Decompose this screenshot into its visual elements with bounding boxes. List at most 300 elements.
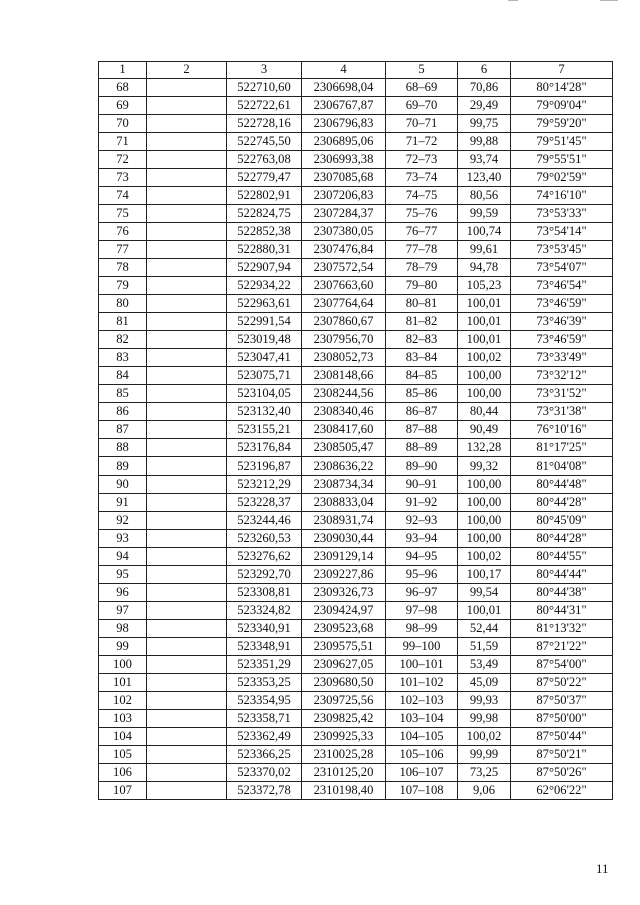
point-number-cell: 87 [99,421,147,439]
point-number-cell: 76 [99,222,147,240]
segment-cell: 83–84 [386,349,458,367]
point-number-cell: 92 [99,511,147,529]
x-coordinate-cell: 523358,71 [227,710,302,728]
table-row [99,114,613,132]
angle-cell: 81°13'32" [511,619,613,637]
segment-cell: 104–105 [386,728,458,746]
angle-cell: 80°44'28" [511,529,613,547]
note-cell [147,258,227,276]
point-number-cell: 98 [99,619,147,637]
angle-cell: 80°44'31" [511,601,613,619]
segment-cell: 105–106 [386,746,458,764]
segment-cell: 87–88 [386,421,458,439]
point-number-cell: 72 [99,150,147,168]
segment-cell: 107–108 [386,782,458,800]
x-coordinate-cell: 523155,21 [227,421,302,439]
point-number-cell: 79 [99,277,147,295]
x-coordinate-cell: 522991,54 [227,313,302,331]
y-coordinate-cell: 2307572,54 [302,258,386,276]
x-coordinate-cell: 523362,49 [227,728,302,746]
point-number-cell: 100 [99,656,147,674]
y-coordinate-cell: 2306698,04 [302,78,386,96]
x-coordinate-cell: 522763,08 [227,150,302,168]
x-coordinate-cell: 523372,78 [227,782,302,800]
segment-cell: 76–77 [386,222,458,240]
point-number-cell: 80 [99,295,147,313]
length-cell: 9,06 [458,782,511,800]
segment-cell: 69–70 [386,96,458,114]
table-row [99,96,613,114]
note-cell [147,204,227,222]
y-coordinate-cell: 2309326,73 [302,583,386,601]
point-number-cell: 69 [99,96,147,114]
y-coordinate-cell: 2308340,46 [302,403,386,421]
angle-cell: 87°50'21" [511,746,613,764]
note-cell [147,439,227,457]
angle-cell: 81°17'25" [511,439,613,457]
point-number-cell: 97 [99,601,147,619]
point-number-cell: 75 [99,204,147,222]
x-coordinate-cell: 523047,41 [227,349,302,367]
note-cell [147,601,227,619]
table-row [99,493,613,511]
length-cell: 99,59 [458,204,511,222]
x-coordinate-cell: 522963,61 [227,295,302,313]
segment-cell: 88–89 [386,439,458,457]
y-coordinate-cell: 2310025,28 [302,746,386,764]
length-cell: 100,00 [458,529,511,547]
table-row [99,421,613,439]
note-cell [147,782,227,800]
segment-cell: 79–80 [386,277,458,295]
x-coordinate-cell: 522745,50 [227,132,302,150]
segment-cell: 78–79 [386,258,458,276]
x-coordinate-cell: 522934,22 [227,277,302,295]
note-cell [147,150,227,168]
y-coordinate-cell: 2307956,70 [302,331,386,349]
angle-cell: 76°10'16" [511,421,613,439]
point-number-cell: 84 [99,367,147,385]
x-coordinate-cell: 522907,94 [227,258,302,276]
angle-cell: 87°21'22" [511,637,613,655]
y-coordinate-cell: 2307764,64 [302,295,386,313]
y-coordinate-cell: 2307206,83 [302,186,386,204]
table-row [99,674,613,692]
segment-cell: 80–81 [386,295,458,313]
length-cell: 100,01 [458,601,511,619]
note-cell [147,583,227,601]
length-cell: 100,01 [458,295,511,313]
segment-cell: 84–85 [386,367,458,385]
y-coordinate-cell: 2308833,04 [302,493,386,511]
point-number-cell: 95 [99,565,147,583]
length-cell: 51,59 [458,637,511,655]
angle-cell: 73°54'07" [511,258,613,276]
y-coordinate-cell: 2309627,05 [302,656,386,674]
table-row [99,583,613,601]
length-cell: 99,54 [458,583,511,601]
column-header: 4 [302,62,386,79]
length-cell: 100,02 [458,349,511,367]
segment-cell: 68–69 [386,78,458,96]
note-cell [147,475,227,493]
length-cell: 100,01 [458,313,511,331]
y-coordinate-cell: 2309129,14 [302,547,386,565]
column-header: 1 [99,62,147,79]
table-row [99,222,613,240]
segment-cell: 99–100 [386,637,458,655]
point-number-cell: 83 [99,349,147,367]
x-coordinate-cell: 523353,25 [227,674,302,692]
y-coordinate-cell: 2307380,05 [302,222,386,240]
note-cell [147,619,227,637]
angle-cell: 81°04'08" [511,457,613,475]
page-number: 11 [596,861,609,876]
angle-cell: 73°32'12" [511,367,613,385]
point-number-cell: 85 [99,385,147,403]
angle-cell: 80°44'55" [511,547,613,565]
note-cell [147,277,227,295]
angle-cell: 80°45'09" [511,511,613,529]
x-coordinate-cell: 523354,95 [227,692,302,710]
column-header: 5 [386,62,458,79]
table-row [99,637,613,655]
x-coordinate-cell: 523292,70 [227,565,302,583]
table-row [99,78,613,96]
table-row [99,547,613,565]
point-number-cell: 94 [99,547,147,565]
note-cell [147,385,227,403]
scan-artifact [600,0,618,1]
point-number-cell: 101 [99,674,147,692]
length-cell: 80,44 [458,403,511,421]
length-cell: 52,44 [458,619,511,637]
table-row [99,511,613,529]
angle-cell: 87°50'44" [511,728,613,746]
x-coordinate-cell: 523212,29 [227,475,302,493]
length-cell: 99,98 [458,710,511,728]
point-number-cell: 103 [99,710,147,728]
segment-cell: 102–103 [386,692,458,710]
segment-cell: 92–93 [386,511,458,529]
y-coordinate-cell: 2309925,33 [302,728,386,746]
segment-cell: 86–87 [386,403,458,421]
x-coordinate-cell: 523019,48 [227,331,302,349]
point-number-cell: 107 [99,782,147,800]
segment-cell: 74–75 [386,186,458,204]
angle-cell: 80°44'28" [511,493,613,511]
point-number-cell: 70 [99,114,147,132]
length-cell: 70,86 [458,78,511,96]
y-coordinate-cell: 2308505,47 [302,439,386,457]
column-header: 2 [147,62,227,79]
point-number-cell: 71 [99,132,147,150]
x-coordinate-cell: 523370,02 [227,764,302,782]
x-coordinate-cell: 523104,05 [227,385,302,403]
x-coordinate-cell: 523351,29 [227,656,302,674]
x-coordinate-cell: 522779,47 [227,168,302,186]
table-row [99,258,613,276]
y-coordinate-cell: 2309030,44 [302,529,386,547]
x-coordinate-cell: 522728,16 [227,114,302,132]
note-cell [147,764,227,782]
note-cell [147,403,227,421]
table-row [99,457,613,475]
point-number-cell: 105 [99,746,147,764]
segment-cell: 72–73 [386,150,458,168]
scan-artifact [508,0,518,1]
column-header: 7 [511,62,613,79]
x-coordinate-cell: 523075,71 [227,367,302,385]
angle-cell: 80°44'38" [511,583,613,601]
length-cell: 53,49 [458,656,511,674]
length-cell: 100,02 [458,547,511,565]
note-cell [147,295,227,313]
point-number-cell: 102 [99,692,147,710]
length-cell: 29,49 [458,96,511,114]
table-body [99,78,613,800]
table-row [99,331,613,349]
table-row [99,565,613,583]
angle-cell: 79°09'04" [511,96,613,114]
note-cell [147,457,227,475]
x-coordinate-cell: 522710,60 [227,78,302,96]
note-cell [147,421,227,439]
x-coordinate-cell: 523260,53 [227,529,302,547]
segment-cell: 96–97 [386,583,458,601]
point-number-cell: 89 [99,457,147,475]
y-coordinate-cell: 2308417,60 [302,421,386,439]
angle-cell: 80°44'48" [511,475,613,493]
note-cell [147,222,227,240]
x-coordinate-cell: 522852,38 [227,222,302,240]
note-cell [147,728,227,746]
angle-cell: 87°50'00" [511,710,613,728]
segment-cell: 106–107 [386,764,458,782]
point-number-cell: 77 [99,240,147,258]
y-coordinate-cell: 2309575,51 [302,637,386,655]
point-number-cell: 96 [99,583,147,601]
table-row [99,204,613,222]
segment-cell: 73–74 [386,168,458,186]
length-cell: 100,02 [458,728,511,746]
table-row [99,349,613,367]
segment-cell: 94–95 [386,547,458,565]
point-number-cell: 78 [99,258,147,276]
point-number-cell: 68 [99,78,147,96]
point-number-cell: 73 [99,168,147,186]
y-coordinate-cell: 2306895,06 [302,132,386,150]
angle-cell: 73°31'52" [511,385,613,403]
x-coordinate-cell: 523324,82 [227,601,302,619]
angle-cell: 79°02'59" [511,168,613,186]
length-cell: 100,74 [458,222,511,240]
x-coordinate-cell: 523176,84 [227,439,302,457]
segment-cell: 97–98 [386,601,458,619]
angle-cell: 79°51'45" [511,132,613,150]
x-coordinate-cell: 522824,75 [227,204,302,222]
table-row [99,295,613,313]
length-cell: 45,09 [458,674,511,692]
note-cell [147,493,227,511]
segment-cell: 70–71 [386,114,458,132]
angle-cell: 87°54'00" [511,656,613,674]
point-number-cell: 88 [99,439,147,457]
y-coordinate-cell: 2307284,37 [302,204,386,222]
x-coordinate-cell: 522880,31 [227,240,302,258]
point-number-cell: 93 [99,529,147,547]
segment-cell: 82–83 [386,331,458,349]
column-header: 3 [227,62,302,79]
length-cell: 100,00 [458,475,511,493]
angle-cell: 80°44'44" [511,565,613,583]
angle-cell: 73°53'33" [511,204,613,222]
table-row [99,764,613,782]
segment-cell: 90–91 [386,475,458,493]
length-cell: 100,00 [458,493,511,511]
y-coordinate-cell: 2306796,83 [302,114,386,132]
segment-cell: 100–101 [386,656,458,674]
length-cell: 132,28 [458,439,511,457]
segment-cell: 89–90 [386,457,458,475]
angle-cell: 74°16'10" [511,186,613,204]
point-number-cell: 86 [99,403,147,421]
angle-cell: 73°46'39" [511,313,613,331]
y-coordinate-cell: 2308931,74 [302,511,386,529]
y-coordinate-cell: 2307085,68 [302,168,386,186]
y-coordinate-cell: 2307663,60 [302,277,386,295]
table-row [99,439,613,457]
table-row [99,132,613,150]
point-number-cell: 106 [99,764,147,782]
length-cell: 99,93 [458,692,511,710]
x-coordinate-cell: 523244,46 [227,511,302,529]
y-coordinate-cell: 2308636,22 [302,457,386,475]
note-cell [147,78,227,96]
length-cell: 100,17 [458,565,511,583]
segment-cell: 71–72 [386,132,458,150]
table-row [99,529,613,547]
x-coordinate-cell: 523196,87 [227,457,302,475]
x-coordinate-cell: 523348,91 [227,637,302,655]
table-row [99,367,613,385]
table-row [99,277,613,295]
segment-cell: 93–94 [386,529,458,547]
note-cell [147,511,227,529]
angle-cell: 80°14'28" [511,78,613,96]
x-coordinate-cell: 523340,91 [227,619,302,637]
angle-cell: 62°06'22" [511,782,613,800]
x-coordinate-cell: 523276,62 [227,547,302,565]
segment-cell: 101–102 [386,674,458,692]
segment-cell: 98–99 [386,619,458,637]
table-row [99,385,613,403]
segment-cell: 95–96 [386,565,458,583]
y-coordinate-cell: 2309424,97 [302,601,386,619]
x-coordinate-cell: 523132,40 [227,403,302,421]
note-cell [147,674,227,692]
table-row [99,313,613,331]
y-coordinate-cell: 2310198,40 [302,782,386,800]
y-coordinate-cell: 2309680,50 [302,674,386,692]
coordinates-table [98,61,613,800]
note-cell [147,710,227,728]
note-cell [147,529,227,547]
length-cell: 105,23 [458,277,511,295]
note-cell [147,565,227,583]
table-row [99,746,613,764]
table-row [99,150,613,168]
table-row [99,240,613,258]
length-cell: 123,40 [458,168,511,186]
table-row [99,656,613,674]
note-cell [147,367,227,385]
y-coordinate-cell: 2310125,20 [302,764,386,782]
column-header: 6 [458,62,511,79]
x-coordinate-cell: 523366,25 [227,746,302,764]
segment-cell: 103–104 [386,710,458,728]
angle-cell: 79°59'20" [511,114,613,132]
note-cell [147,313,227,331]
note-cell [147,331,227,349]
table-row [99,710,613,728]
angle-cell: 73°46'59" [511,331,613,349]
angle-cell: 87°50'22" [511,674,613,692]
length-cell: 73,25 [458,764,511,782]
angle-cell: 73°53'45" [511,240,613,258]
point-number-cell: 91 [99,493,147,511]
point-number-cell: 82 [99,331,147,349]
angle-cell: 73°54'14" [511,222,613,240]
point-number-cell: 90 [99,475,147,493]
segment-cell: 77–78 [386,240,458,258]
point-number-cell: 74 [99,186,147,204]
table-row [99,782,613,800]
angle-cell: 73°46'59" [511,295,613,313]
y-coordinate-cell: 2307860,67 [302,313,386,331]
point-number-cell: 81 [99,313,147,331]
length-cell: 99,88 [458,132,511,150]
length-cell: 93,74 [458,150,511,168]
length-cell: 99,32 [458,457,511,475]
y-coordinate-cell: 2309725,56 [302,692,386,710]
x-coordinate-cell: 522802,91 [227,186,302,204]
y-coordinate-cell: 2309523,68 [302,619,386,637]
table-row [99,601,613,619]
y-coordinate-cell: 2307476,84 [302,240,386,258]
y-coordinate-cell: 2306767,87 [302,96,386,114]
angle-cell: 79°55'51" [511,150,613,168]
table-row [99,692,613,710]
note-cell [147,692,227,710]
angle-cell: 87°50'26" [511,764,613,782]
angle-cell: 73°46'54" [511,277,613,295]
length-cell: 100,00 [458,367,511,385]
note-cell [147,240,227,258]
table-row [99,168,613,186]
note-cell [147,186,227,204]
x-coordinate-cell: 523308,81 [227,583,302,601]
y-coordinate-cell: 2306993,38 [302,150,386,168]
y-coordinate-cell: 2308734,34 [302,475,386,493]
segment-cell: 91–92 [386,493,458,511]
note-cell [147,746,227,764]
length-cell: 99,61 [458,240,511,258]
table-row [99,475,613,493]
note-cell [147,96,227,114]
angle-cell: 87°50'37" [511,692,613,710]
y-coordinate-cell: 2308052,73 [302,349,386,367]
